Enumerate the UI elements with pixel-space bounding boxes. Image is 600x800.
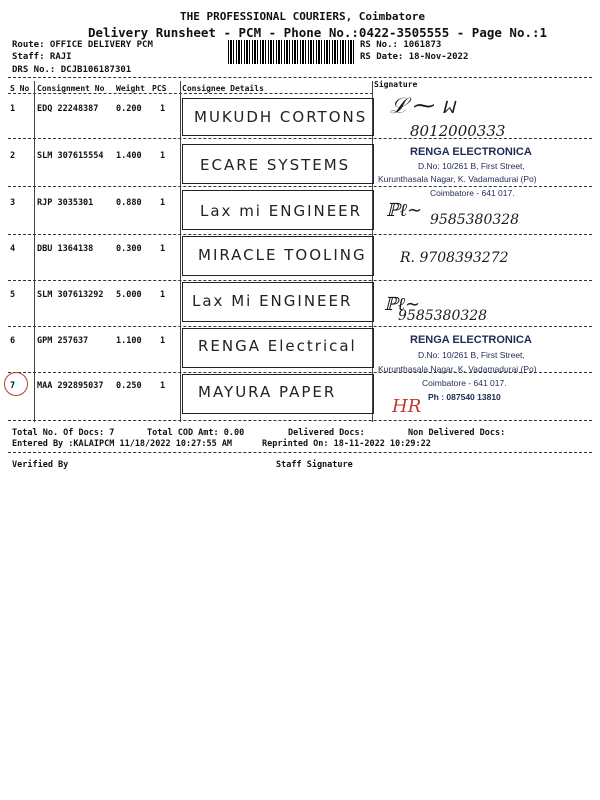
divider-header xyxy=(8,93,373,94)
row-5-consignee: Lax Mi ENGINEER xyxy=(192,292,353,310)
row-6-weight: 1.100 xyxy=(116,336,142,346)
route-label: Route: OFFICE DELIVERY PCM xyxy=(12,40,153,50)
row-3-sno: 3 xyxy=(10,198,16,208)
staff-label: Staff: RAJI xyxy=(12,52,72,62)
row-7-weight: 0.250 xyxy=(116,381,142,391)
row-4-signature: R. 9708393272 xyxy=(400,250,509,266)
row-1-divider xyxy=(8,138,592,139)
row-3-divider xyxy=(8,234,592,235)
row-7-consignee: MAYURA PAPER xyxy=(198,383,337,401)
col-signature: Signature xyxy=(374,80,418,89)
total-cod: Total COD Amt: 0.00 xyxy=(147,428,245,438)
row-5-pcs: 1 xyxy=(160,290,166,300)
row-6-consignee: RENGA Electrical xyxy=(198,337,357,355)
row-6-stamp-line1: D.No: 10/261 B, First Street, xyxy=(418,350,525,360)
row-4-sno: 4 xyxy=(10,244,16,254)
row-1-signature-mark: ℒ ⁓ ᥕ xyxy=(390,94,456,119)
entered-by: Entered By :KALAIPCM 11/18/2022 10:27:55 AM xyxy=(12,439,233,449)
non-delivered-docs: Non Delivered Docs: xyxy=(408,428,506,438)
row-7-stamp-line3: Coimbatore - 641 017. xyxy=(422,378,507,388)
row-4-weight: 0.300 xyxy=(116,244,142,254)
row-3-consignee: Lax mi ENGINEER xyxy=(200,202,363,220)
verified-by: Verified By xyxy=(12,460,69,470)
row-5-consignment: SLM 307613292 xyxy=(37,290,104,300)
row-5-weight: 5.000 xyxy=(116,290,142,300)
row-7-circle-mark xyxy=(4,372,28,396)
company-name: THE PROFESSIONAL COURIERS, Coimbatore xyxy=(180,10,426,23)
row-2-divider xyxy=(8,186,592,187)
row-2-consignment: SLM 307615554 xyxy=(37,151,104,161)
col-pcs: PCS xyxy=(152,84,167,93)
row-6-stamp-name: RENGA ELECTRONICA xyxy=(410,334,532,346)
col-consignment: Consignment No xyxy=(37,84,105,93)
row-2-consignee: ECARE SYSTEMS xyxy=(200,156,351,174)
row-1-sno: 1 xyxy=(10,104,16,114)
divider-bottom xyxy=(8,420,592,421)
row-7-sno: 7 xyxy=(10,381,16,391)
row-2-stamp-line2: Kurunthasala Nagar, K. Vadamadurai (Po) xyxy=(378,174,537,184)
row-7-signature: HR xyxy=(392,396,422,417)
row-5-signature-phone: 9585380328 xyxy=(398,308,488,324)
row-4-consignment: DBU 1364138 xyxy=(37,244,94,254)
total-docs: Total No. Of Docs: 7 xyxy=(12,428,115,438)
row-6-sno: 6 xyxy=(10,336,16,346)
row-6-pcs: 1 xyxy=(160,336,166,346)
row-3-weight: 0.880 xyxy=(116,198,142,208)
row-6-consignment: GPM 257637 xyxy=(37,336,89,346)
row-7-pcs: 1 xyxy=(160,381,166,391)
row-2-weight: 1.400 xyxy=(116,151,142,161)
row-1-consignee: MUKUDH CORTONS xyxy=(194,108,368,126)
col-weight: Weight xyxy=(116,84,145,93)
drs-label: DRS No.: DCJB106187301 xyxy=(12,65,132,75)
barcode xyxy=(228,40,356,64)
row-5-divider xyxy=(8,326,592,327)
vline-sno xyxy=(34,81,35,422)
row-2-pcs: 1 xyxy=(160,151,166,161)
row-1-weight: 0.200 xyxy=(116,104,142,114)
row-3-consignment: RJP 3035301 xyxy=(37,198,94,208)
rs-date: RS Date: 18-Nov-2022 xyxy=(360,52,469,62)
row-7-stamp-line4: Ph : 087540 13810 xyxy=(428,392,501,402)
vline-consignee xyxy=(180,81,181,422)
divider-top xyxy=(8,77,592,78)
row-6-divider xyxy=(8,372,592,373)
delivered-docs: Delivered Docs: xyxy=(288,428,365,438)
row-5-signature-mark: ℙℓ∼ xyxy=(384,294,421,315)
row-4-divider xyxy=(8,280,592,281)
row-3-signature-phone: 9585380328 xyxy=(430,212,520,228)
row-4-pcs: 1 xyxy=(160,244,166,254)
rs-number: RS No.: 1061873 xyxy=(360,40,442,50)
col-consignee: Consignee Details xyxy=(182,84,264,93)
row-4-consignee: MIRACLE TOOLING xyxy=(198,246,367,264)
divider-footer xyxy=(8,452,592,453)
row-2-stamp-line1: D.No: 10/261 B, First Street, xyxy=(418,161,525,171)
row-3-stamp-line3: Coimbatore - 641 017. xyxy=(430,188,515,198)
row-1-pcs: 1 xyxy=(160,104,166,114)
row-6-stamp-line2: Kurunthasala Nagar, K. Vadamadurai (Po) xyxy=(378,364,537,374)
row-3-pcs: 1 xyxy=(160,198,166,208)
row-2-sno: 2 xyxy=(10,151,16,161)
reprinted-on: Reprinted On: 18-11-2022 10:29:22 xyxy=(262,439,431,449)
staff-signature: Staff Signature xyxy=(276,460,353,470)
row-1-consignment: EDQ 22248387 xyxy=(37,104,99,114)
row-5-sno: 5 xyxy=(10,290,16,300)
row-2-stamp-name: RENGA ELECTRONICA xyxy=(410,146,532,158)
col-sno: S No xyxy=(10,84,30,93)
runsheet-title: Delivery Runsheet - PCM - Phone No.:0422-3505555 - Page No.:1 xyxy=(88,25,548,40)
row-1-signature-phone: 8012000333 xyxy=(410,122,506,140)
row-3-signature-mark: ℙℓ∼ xyxy=(386,200,423,221)
row-7-consignment: MAA 292895037 xyxy=(37,381,104,391)
